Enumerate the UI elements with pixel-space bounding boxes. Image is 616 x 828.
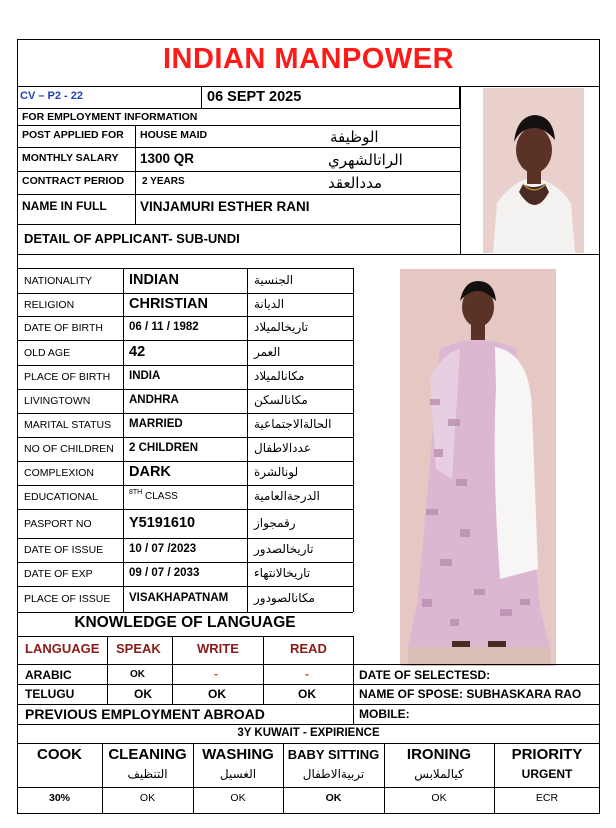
- detail-arabic: تاريخالانتهاء: [254, 566, 311, 580]
- skill-value: OK: [431, 792, 447, 804]
- date-selected-label: DATE OF SELECTESD:: [359, 668, 491, 682]
- lang-header-write: WRITE: [197, 641, 239, 656]
- skill-header: IRONING: [406, 746, 472, 763]
- detail-title: DETAIL OF APPLICANT- SUB-UNDI: [24, 231, 240, 246]
- contract-arabic: مددالعقد: [328, 174, 383, 192]
- row-divider: [17, 586, 353, 587]
- detail-arabic: مكانالصودور: [254, 591, 315, 605]
- name-label: NAME IN FULL: [22, 199, 107, 213]
- portrait-illustration: [483, 88, 584, 253]
- previous-employment-title: PREVIOUS EMPLOYMENT ABROAD: [25, 706, 265, 722]
- row-divider: [17, 365, 353, 366]
- skill-row-divider: [17, 787, 600, 788]
- skill-header: CLEANING: [108, 746, 187, 763]
- salary-arabic: الراتالشهري: [328, 151, 403, 169]
- post-value: HOUSE MAID: [140, 129, 208, 141]
- row-divider: [17, 316, 353, 317]
- detail-label: MARITAL STATUS: [24, 419, 112, 431]
- priority-urgent: URGENT: [521, 767, 573, 781]
- detail-arabic: الدرجةالعامية: [254, 489, 320, 503]
- lang-header-speak: SPEAK: [116, 641, 161, 656]
- row-divider: [17, 485, 353, 486]
- post-arabic: الوظيفة: [330, 128, 379, 146]
- document-date: 06 SEPT 2025: [207, 89, 302, 105]
- detail-value: 2 CHILDREN: [129, 442, 199, 454]
- detail-value: 10 / 07 /2023: [129, 543, 197, 555]
- skill-arabic: تربيةالاطفال: [302, 767, 365, 781]
- detail-value: ANDHRA: [129, 394, 179, 406]
- detail-label: EDUCATIONAL: [24, 491, 98, 503]
- lang-arabic-read: -: [305, 667, 309, 681]
- detail-label: NATIONALITY: [24, 274, 93, 287]
- detail-value: INDIA: [129, 370, 161, 382]
- detail-arabic: مكانالميلاد: [254, 369, 305, 383]
- lang-header-language: LANGUAGE: [25, 641, 100, 656]
- lang-arabic-speak: OK: [130, 669, 145, 680]
- row-divider: [17, 562, 353, 563]
- lang-telugu-read: OK: [298, 687, 316, 701]
- row-divider: [17, 293, 353, 294]
- detail-arabic: تاريخالميلاد: [254, 320, 309, 334]
- detail-arabic: مكانالسكن: [254, 393, 308, 407]
- detail-label: RELIGION: [24, 298, 75, 311]
- lang-arabic: ARABIC: [25, 668, 72, 682]
- page-title: INDIAN MANPOWER: [162, 43, 455, 75]
- detail-label: DATE OF BIRTH: [24, 322, 103, 334]
- full-body-illustration: [400, 269, 556, 666]
- spouse-name: NAME OF SPOSE: SUBHASKARA RAO: [359, 687, 582, 701]
- row-divider: [17, 389, 353, 390]
- detail-value: 09 / 07 / 2033: [129, 567, 200, 579]
- row-divider: [17, 340, 353, 341]
- detail-value: MARRIED: [129, 418, 183, 430]
- detail-arabic: العمر: [254, 344, 281, 359]
- skill-value: OK: [325, 792, 342, 804]
- detail-label: PLACE OF ISSUE: [24, 593, 111, 605]
- applicant-photo-small: [483, 88, 584, 253]
- employment-section-label: FOR EMPLOYMENT INFORMATION: [22, 111, 198, 123]
- detail-arabic: تاريخالصدور: [254, 542, 314, 556]
- skill-value: OK: [230, 792, 246, 804]
- detail-value: INDIAN: [129, 271, 179, 288]
- detail-value: Y5191610: [129, 514, 196, 531]
- lang-telugu: TELUGU: [25, 687, 75, 701]
- detail-label: COMPLEXION: [24, 467, 95, 479]
- skill-header: PRIORITY: [511, 746, 583, 763]
- title-row: [17, 39, 600, 87]
- name-value: VINJAMURI ESTHER RANI: [140, 199, 310, 214]
- detail-value: CHRISTIAN: [129, 295, 208, 312]
- detail-label: NO OF CHILDREN: [24, 443, 114, 455]
- detail-value: 06 / 11 / 1982: [129, 321, 199, 333]
- lang-header-read: READ: [290, 641, 327, 656]
- detail-label: OLD AGE: [24, 346, 71, 359]
- detail-value: DARK: [129, 464, 171, 480]
- post-label: POST APPLIED FOR: [22, 129, 124, 141]
- row-divider: [17, 538, 353, 539]
- detail-label: PLACE OF BIRTH: [24, 371, 111, 383]
- detail-arabic: الديانة: [254, 296, 285, 311]
- detail-arabic: الجنسية: [254, 272, 294, 287]
- skill-value: 30%: [48, 792, 70, 804]
- lang-telugu-speak: OK: [134, 687, 152, 701]
- row-divider: [17, 509, 353, 510]
- row-divider: [17, 437, 353, 438]
- detail-label: DATE OF EXP: [24, 568, 93, 580]
- contract-value: 2 YEARS: [142, 176, 185, 187]
- cv-code-cell: [17, 87, 202, 109]
- date-cell: [202, 87, 460, 109]
- detail-arabic: لونالشرة: [254, 465, 299, 479]
- cv-code: CV – P2 - 22: [20, 90, 83, 102]
- applicant-photo-large: [400, 269, 556, 666]
- detail-arabic: رقمجواز: [254, 515, 296, 530]
- detail-arabic: الحالةالاجتماعية: [254, 417, 332, 431]
- row-divider: [17, 461, 353, 462]
- detail-label: LIVINGTOWN: [24, 395, 91, 407]
- skill-value: ECR: [535, 792, 559, 804]
- contract-label: CONTRACT PERIOD: [22, 175, 125, 187]
- previous-experience: 3Y KUWAIT - EXPIRIENCE: [237, 727, 380, 739]
- detail-label: DATE OF ISSUE: [24, 544, 104, 556]
- skill-arabic: التنظيف: [127, 767, 168, 781]
- skill-header: WASHING: [202, 746, 274, 763]
- row-divider: [17, 413, 353, 414]
- detail-value-sup: 8TH: [129, 489, 143, 496]
- mobile-label: MOBILE:: [359, 707, 410, 721]
- skill-value: OK: [139, 792, 156, 804]
- lang-telugu-write: OK: [208, 687, 226, 701]
- skill-header: COOK: [37, 746, 82, 763]
- detail-arabic: عددالاطفال: [254, 441, 311, 455]
- skill-header: BABY SITTING: [287, 747, 380, 762]
- salary-value: 1300 QR: [140, 151, 195, 166]
- skill-arabic: كيالملابس: [414, 767, 464, 781]
- language-title: KNOWLEDGE OF LANGUAGE: [74, 614, 296, 631]
- salary-label: MONTHLY SALARY: [22, 152, 119, 164]
- skill-arabic: الغسيل: [219, 767, 257, 781]
- lang-arabic-write: -: [214, 667, 218, 681]
- detail-label: PASPORT NO: [24, 517, 92, 530]
- detail-value: 42: [129, 343, 146, 360]
- detail-value: CLASS: [145, 491, 178, 502]
- detail-value: VISAKHAPATNAM: [129, 592, 229, 604]
